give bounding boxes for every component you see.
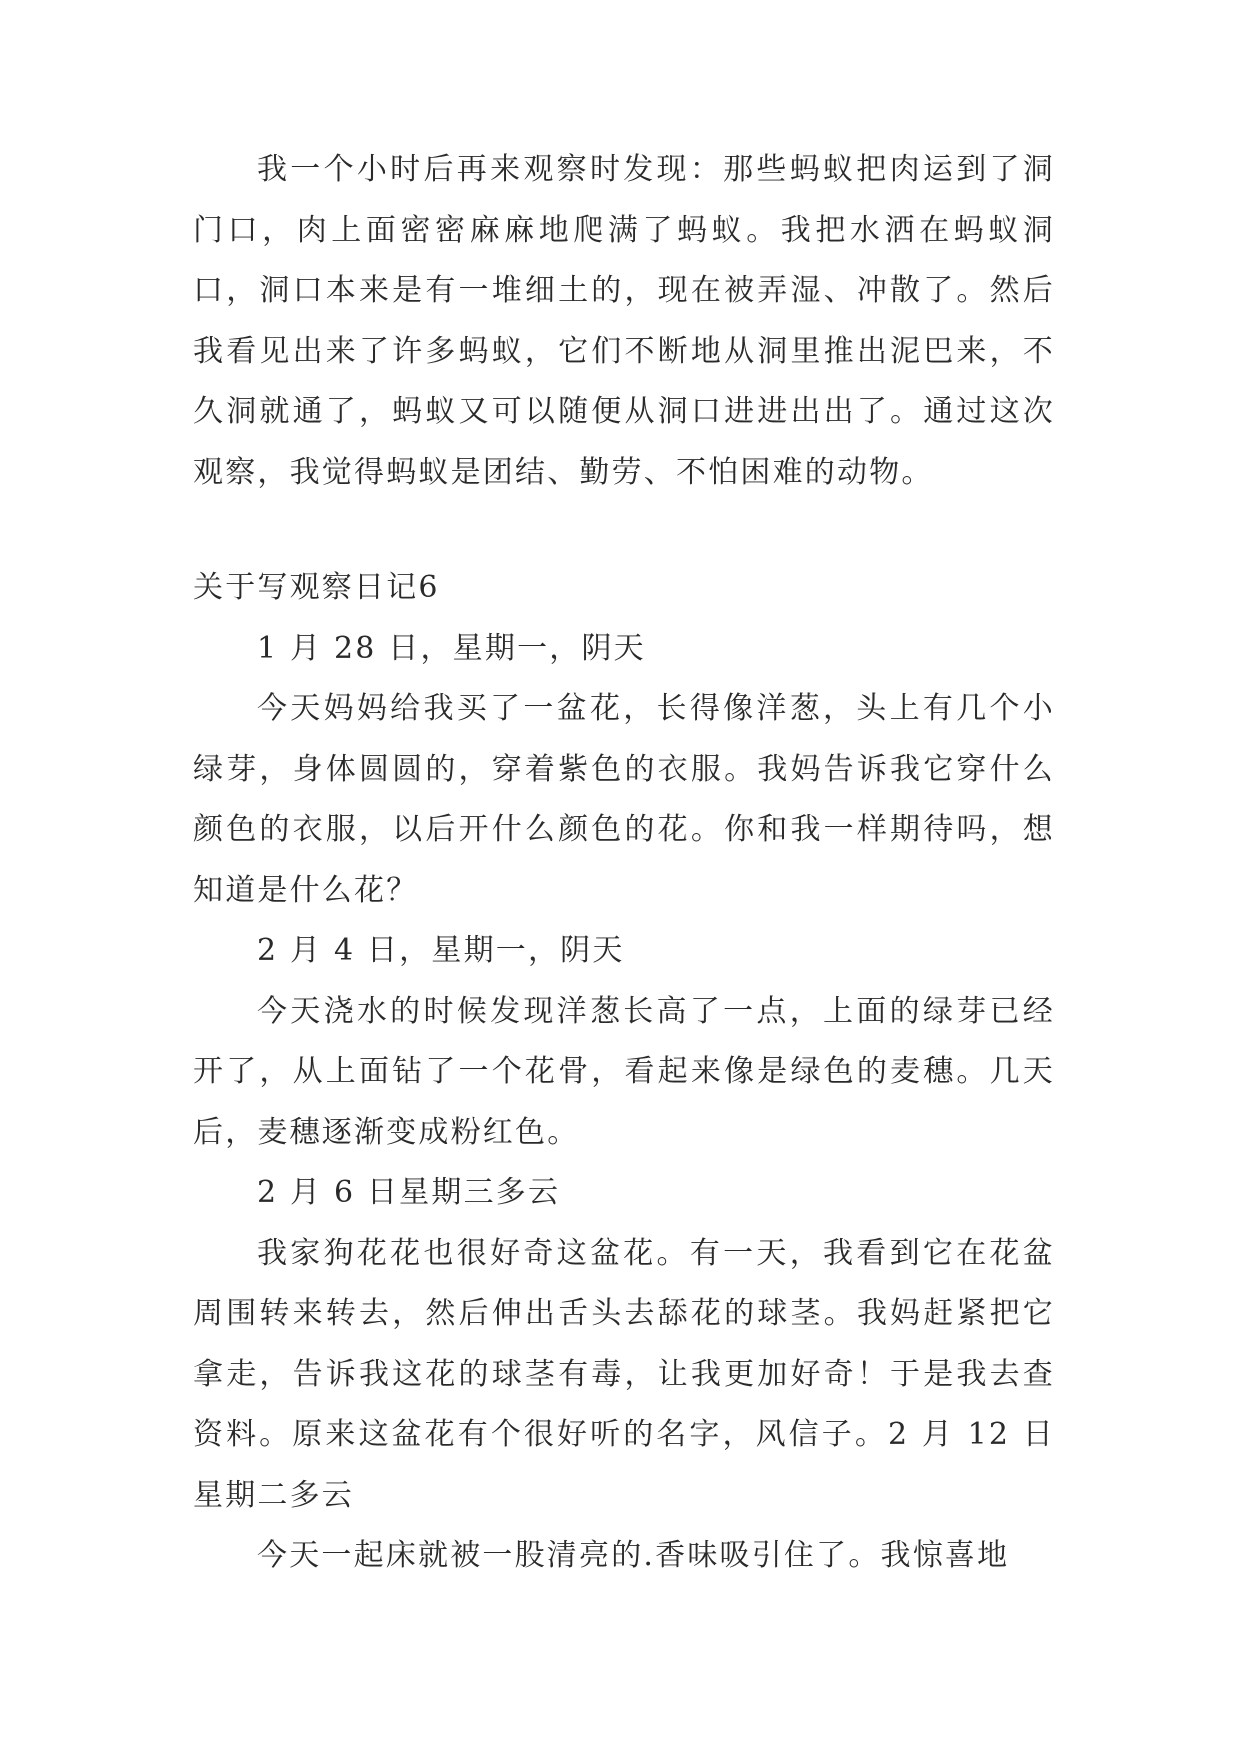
paragraph-jan-28: 今天妈妈给我买了一盆花，长得像洋葱，头上有几个小绿芽，身体圆圆的，穿着紫色的衣服。我妈告诉我它穿什么颜色的衣服，以后开什么颜色的花。你和我一样期待吗，想知道是什么花？: [193, 691, 1055, 908]
diary-date-jan-28: 1 月 28 日，星期一，阴天: [257, 630, 646, 666]
section-gap: [193, 503, 1055, 558]
diary-date-feb-6: 2 月 6 日星期三多云: [257, 1175, 561, 1210]
paragraph-feb-12: 今天一起床就被一股清亮的.香味吸引住了。我惊喜地: [257, 1538, 1010, 1573]
document-page: [193, 140, 1055, 1587]
diary-date-feb-4: 2 月 4 日，星期一，阴天: [257, 933, 625, 968]
paragraph-feb-6: 我家狗花花也很好奇这盆花。有一天，我看到它在花盆周围转来转去，然后伸出舌头去舔花的球茎。我妈赶紧把它拿走，告诉我这花的球茎有毒，让我更加好奇！于是我去查资料。原来这盆花有个很好听的名字，风信子。2 月 12 日星期二多云: [193, 1235, 1055, 1513]
paragraph-feb-4: 今天浇水的时候发现洋葱长高了一点，上面的绿芽已经开了，从上面钻了一个花骨，看起来像是绿色的麦穗。几天后，麦穗逐渐变成粉红色。: [193, 993, 1055, 1150]
paragraph-ant-observation: 我一个小时后再来观察时发现：那些蚂蚁把肉运到了洞门口，肉上面密密麻麻地爬满了蚂蚁。我把水洒在蚂蚁洞口，洞口本来是有一堆细土的，现在被弄湿、冲散了。然后我看见出来了许多蚂蚁，它们不断地从洞里推出泥巴来，不久洞就通了，蚂蚁又可以随便从洞口进进出出了。通过这次观察，我觉得蚂蚁是团结、勤劳、不怕困难的动物。: [193, 152, 1055, 490]
section-heading: 关于写观察日记6: [193, 570, 440, 605]
